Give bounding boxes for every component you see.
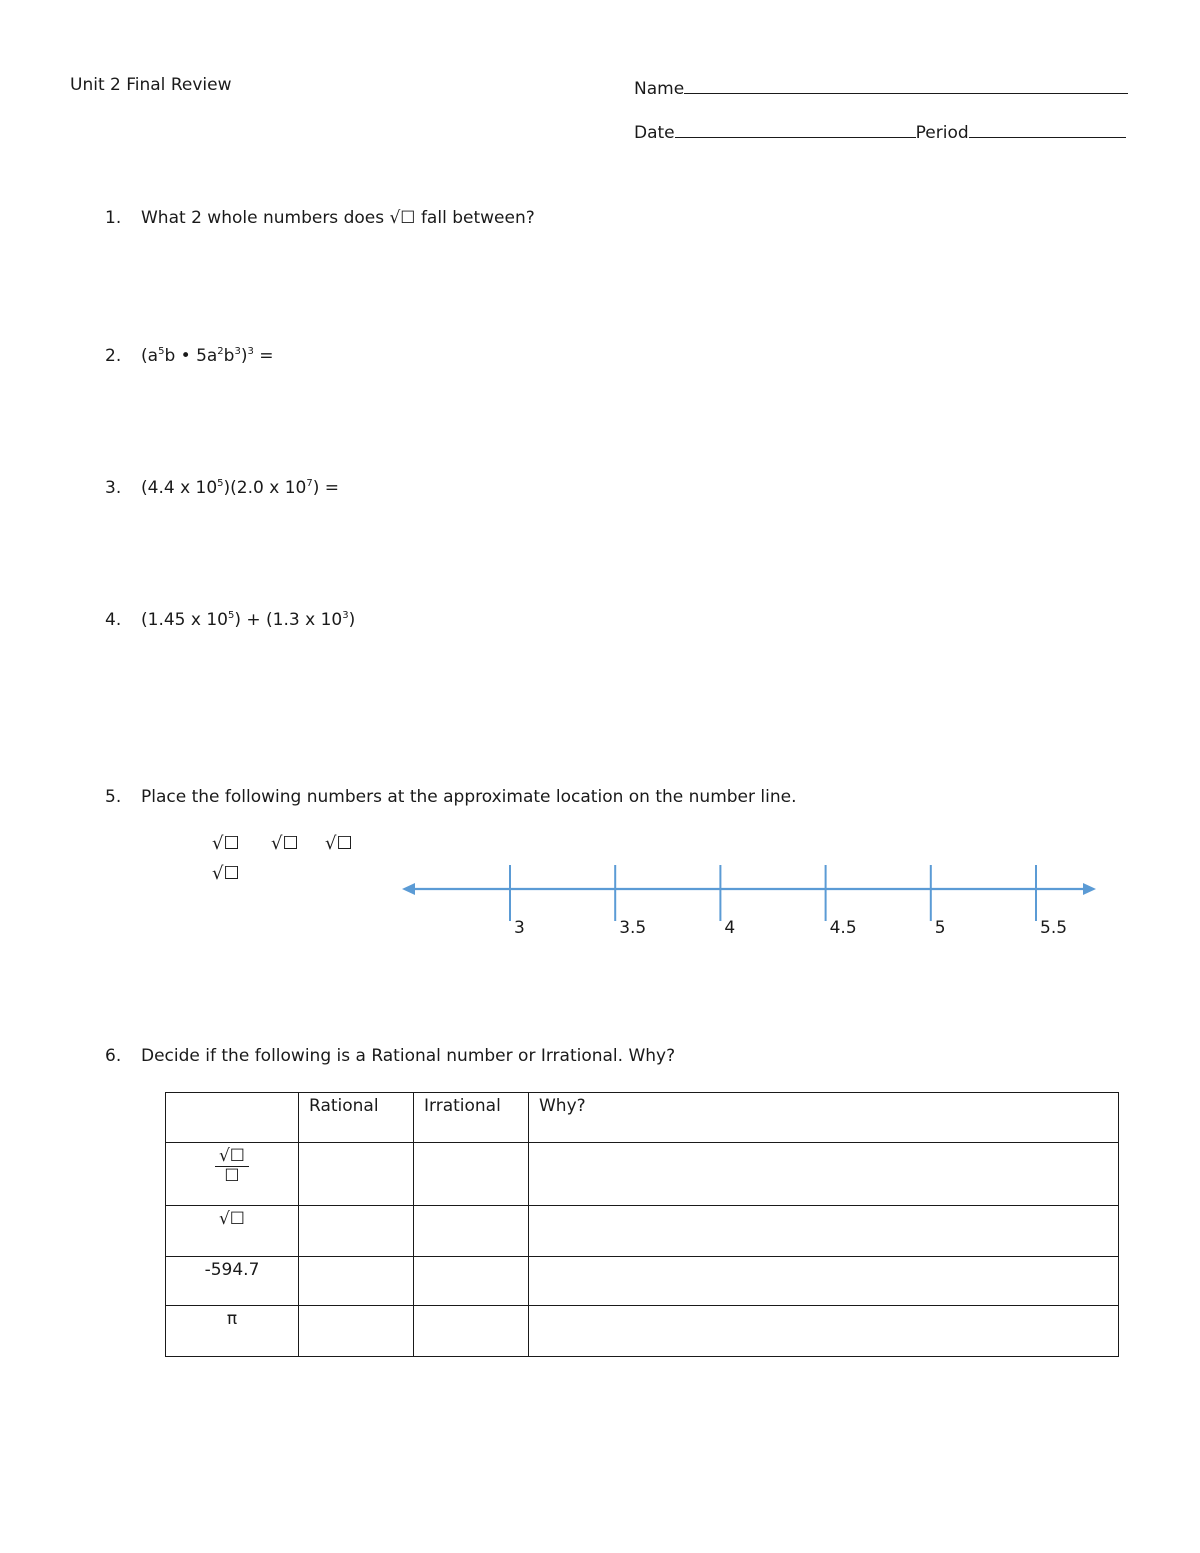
q5-item-4: √☐ bbox=[212, 863, 240, 884]
irrational-cell[interactable] bbox=[414, 1257, 529, 1306]
question-1-number: 1. bbox=[105, 208, 122, 228]
question-5-text: Place the following numbers at the approximate location on the number line. bbox=[141, 787, 797, 807]
table-row bbox=[166, 1257, 1119, 1306]
q4-exp-a: 5 bbox=[227, 610, 235, 621]
q2-part-b: b • 5a bbox=[164, 346, 218, 366]
q4-exp-b: 3 bbox=[342, 610, 349, 621]
q5-item-3: √☐ bbox=[325, 833, 353, 854]
q2-exp-d: 3 bbox=[247, 346, 254, 357]
q3-part-b: )(2.0 x 10 bbox=[223, 478, 307, 498]
why-cell[interactable] bbox=[529, 1206, 1119, 1257]
name-blank[interactable] bbox=[684, 75, 1128, 94]
why-cell[interactable] bbox=[529, 1143, 1119, 1206]
question-2-number: 2. bbox=[105, 346, 122, 366]
rational-cell[interactable] bbox=[299, 1206, 414, 1257]
number-line-tick-label: 5 bbox=[934, 918, 946, 938]
q2-exp-a: 5 bbox=[158, 346, 165, 357]
table-header-why: Why? bbox=[529, 1093, 1119, 1143]
q4-part-a: (1.45 x 10 bbox=[141, 610, 228, 630]
table-header-row bbox=[166, 1093, 1119, 1143]
table-row bbox=[166, 1206, 1119, 1257]
q3-exp-a: 5 bbox=[217, 478, 224, 489]
fraction-denominator: ☐ bbox=[224, 1166, 240, 1186]
q2-exp-c: 3 bbox=[234, 346, 241, 357]
rational-cell[interactable] bbox=[299, 1306, 414, 1357]
row-label-fraction bbox=[166, 1143, 299, 1206]
row-label: π bbox=[166, 1306, 299, 1357]
rational-cell[interactable] bbox=[299, 1257, 414, 1306]
question-1-text: What 2 whole numbers does √☐ fall between? bbox=[141, 208, 535, 228]
rational-irrational-table bbox=[165, 1092, 1119, 1357]
table-row bbox=[166, 1143, 1119, 1206]
number-line-right-arrow-icon bbox=[1083, 883, 1096, 895]
table-row bbox=[166, 1306, 1119, 1357]
fraction-numerator: √☐ bbox=[218, 1146, 246, 1166]
table-header-irrational: Irrational bbox=[414, 1093, 529, 1143]
number-line-left-arrow-icon bbox=[402, 883, 415, 895]
q2-part-a: (a bbox=[141, 346, 159, 366]
question-3-number: 3. bbox=[105, 478, 122, 498]
why-cell[interactable] bbox=[529, 1306, 1119, 1357]
question-2-expression bbox=[141, 346, 274, 366]
worksheet-title: Unit 2 Final Review bbox=[70, 75, 232, 95]
q3-part-c: ) = bbox=[312, 478, 340, 498]
irrational-cell[interactable] bbox=[414, 1206, 529, 1257]
q3-part-a: (4.4 x 10 bbox=[141, 478, 218, 498]
number-line-tick-label: 4.5 bbox=[829, 918, 857, 938]
date-blank[interactable] bbox=[675, 119, 916, 138]
table-header-blank bbox=[166, 1093, 299, 1143]
irrational-cell[interactable] bbox=[414, 1306, 529, 1357]
name-line[interactable] bbox=[634, 75, 1128, 99]
number-line-tick-label: 3 bbox=[514, 918, 525, 938]
rational-cell[interactable] bbox=[299, 1143, 414, 1206]
q2-exp-b: 2 bbox=[217, 346, 224, 357]
q2-part-c: b bbox=[223, 346, 235, 366]
number-line-ticks bbox=[510, 865, 1067, 938]
table-header-rational: Rational bbox=[299, 1093, 414, 1143]
question-4-expression bbox=[141, 610, 355, 630]
name-label: Name bbox=[634, 79, 685, 99]
date-label: Date bbox=[634, 123, 675, 143]
question-6-number: 6. bbox=[105, 1046, 122, 1066]
number-line-tick-label: 5.5 bbox=[1040, 918, 1068, 938]
number-line-tick-label: 3.5 bbox=[619, 918, 647, 938]
question-5-number: 5. bbox=[105, 787, 122, 807]
why-cell[interactable] bbox=[529, 1257, 1119, 1306]
question-4-number: 4. bbox=[105, 610, 122, 630]
number-line bbox=[390, 850, 1110, 950]
question-6-text: Decide if the following is a Rational number or Irrational. Why? bbox=[141, 1046, 676, 1066]
question-3-expression bbox=[141, 478, 339, 498]
q4-part-c: ) bbox=[348, 610, 356, 630]
irrational-cell[interactable] bbox=[414, 1143, 529, 1206]
q4-part-b: ) + (1.3 x 10 bbox=[234, 610, 343, 630]
fraction bbox=[215, 1148, 249, 1185]
period-label: Period bbox=[915, 123, 969, 143]
period-blank[interactable] bbox=[969, 119, 1126, 138]
q3-exp-b: 7 bbox=[306, 478, 313, 489]
row-label: -594.7 bbox=[166, 1257, 299, 1306]
q5-item-2: √☐ bbox=[271, 833, 299, 854]
date-period-line[interactable] bbox=[634, 119, 1126, 143]
row-label: √☐ bbox=[166, 1206, 299, 1257]
q2-part-d: ) bbox=[240, 346, 248, 366]
number-line-tick-label: 4 bbox=[724, 918, 736, 938]
q5-item-1: √☐ bbox=[212, 833, 240, 854]
q2-part-e: = bbox=[253, 346, 274, 366]
